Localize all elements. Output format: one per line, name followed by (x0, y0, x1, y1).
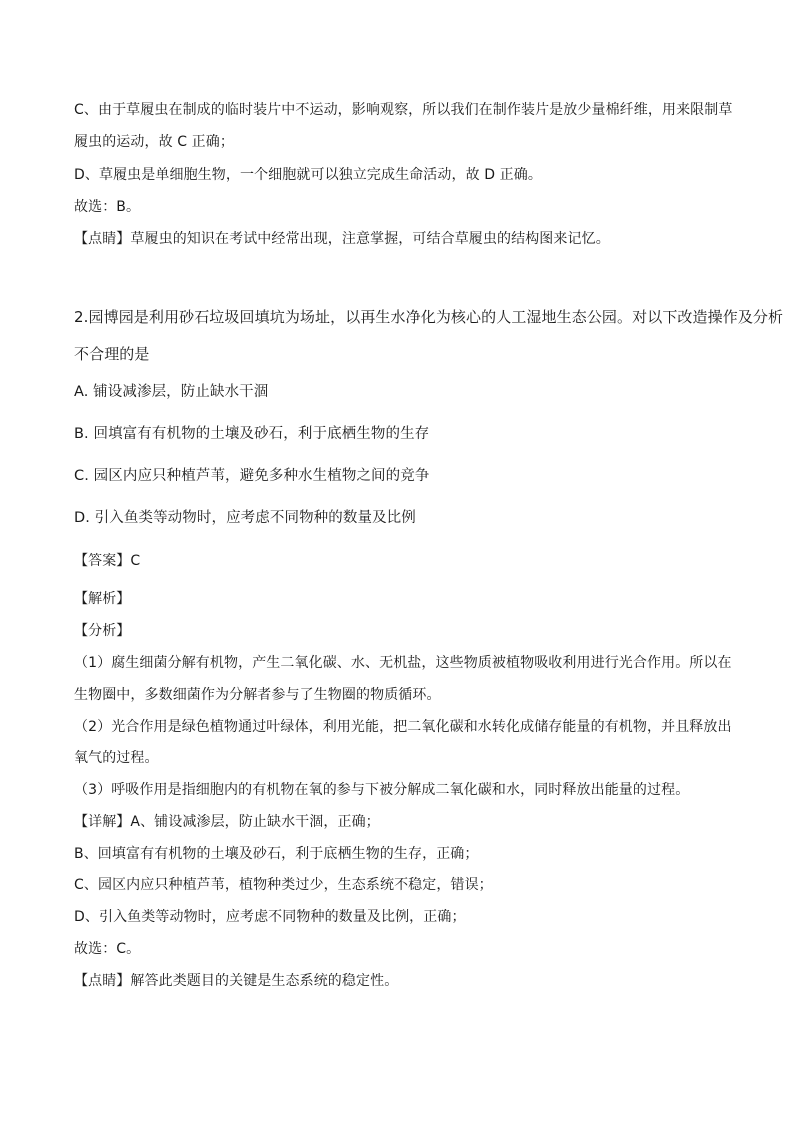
prev-point: 【点睛】草履虫的知识在考试中经常出现，注意掌握，可结合草履虫的结构图来记忆。 (74, 231, 610, 247)
prev-option-c-line-2: 履虫的运动，故 C 正确； (74, 134, 234, 150)
question-stem-line-1: 2.园博园是利用砂石垃圾回填坑为场址，以再生水净化为核心的人工湿地生态公园。对以下改造操作及分析 (74, 308, 784, 326)
detail-c-line: C、园区内应只种植芦苇，植物种类过少，生态系统不稳定，错误； (74, 877, 493, 893)
analysis-paragraph-3-line-1: （3）呼吸作用是指细胞内的有机物在氧的参与下被分解成二氧化碳和水，同时释放出能量的过程。 (74, 782, 690, 798)
detail-b-line: B、回填富有有机物的土壤及砂石，利于底栖生物的生存，正确； (74, 846, 479, 862)
fenxi-header: 【分析】 (74, 623, 131, 639)
analysis-paragraph-1-line-2: 生物圈中，多数细菌作为分解者参与了生物圈的物质循环。 (74, 687, 441, 703)
prev-option-d-line: D、草履虫是单细胞生物，一个细胞就可以独立完成生命活动，故 D 正确。 (74, 167, 542, 183)
question-option-b: B. 回填富有有机物的土壤及砂石，利于底栖生物的生存 (74, 426, 430, 442)
prev-choice: 故选：B。 (74, 199, 141, 215)
analysis-paragraph-2-line-2: 氧气的过程。 (74, 750, 159, 766)
analysis-paragraph-1-line-1: （1）腐生细菌分解有机物，产生二氧化碳、水、无机盐，这些物质被植物吸收利用进行光合作用。所以在 (74, 655, 732, 671)
question-stem-line-2: 不合理的是 (74, 345, 150, 363)
question-point: 【点睛】解答此类题目的关键是生态系统的稳定性。 (74, 973, 399, 989)
question-choice: 故选：C。 (74, 941, 141, 957)
analysis-header: 【解析】 (74, 591, 131, 607)
prev-option-c-line-1: C、由于草履虫在制成的临时装片中不运动，影响观察，所以我们在制作装片是放少量棉纤维，用来限制草 (74, 102, 733, 118)
answer-line: 【答案】C (74, 553, 141, 569)
question-option-d: D. 引入鱼类等动物时，应考虑不同物种的数量及比例 (74, 510, 416, 526)
detail-d-line: D、引入鱼类等动物时，应考虑不同物种的数量及比例，正确； (74, 909, 466, 925)
analysis-paragraph-2-line-1: （2）光合作用是绿色植物通过叶绿体，利用光能，把二氧化碳和水转化成储存能量的有机物，并且释放出 (74, 719, 732, 735)
question-option-a: A. 铺设减渗层，防止缺水干涸 (74, 384, 269, 400)
question-option-c: C. 园区内应只种植芦苇，避免多种水生植物之间的竞争 (74, 468, 430, 484)
detail-a-line: 【详解】A、铺设减渗层，防止缺水干涸，正确； (74, 814, 380, 830)
